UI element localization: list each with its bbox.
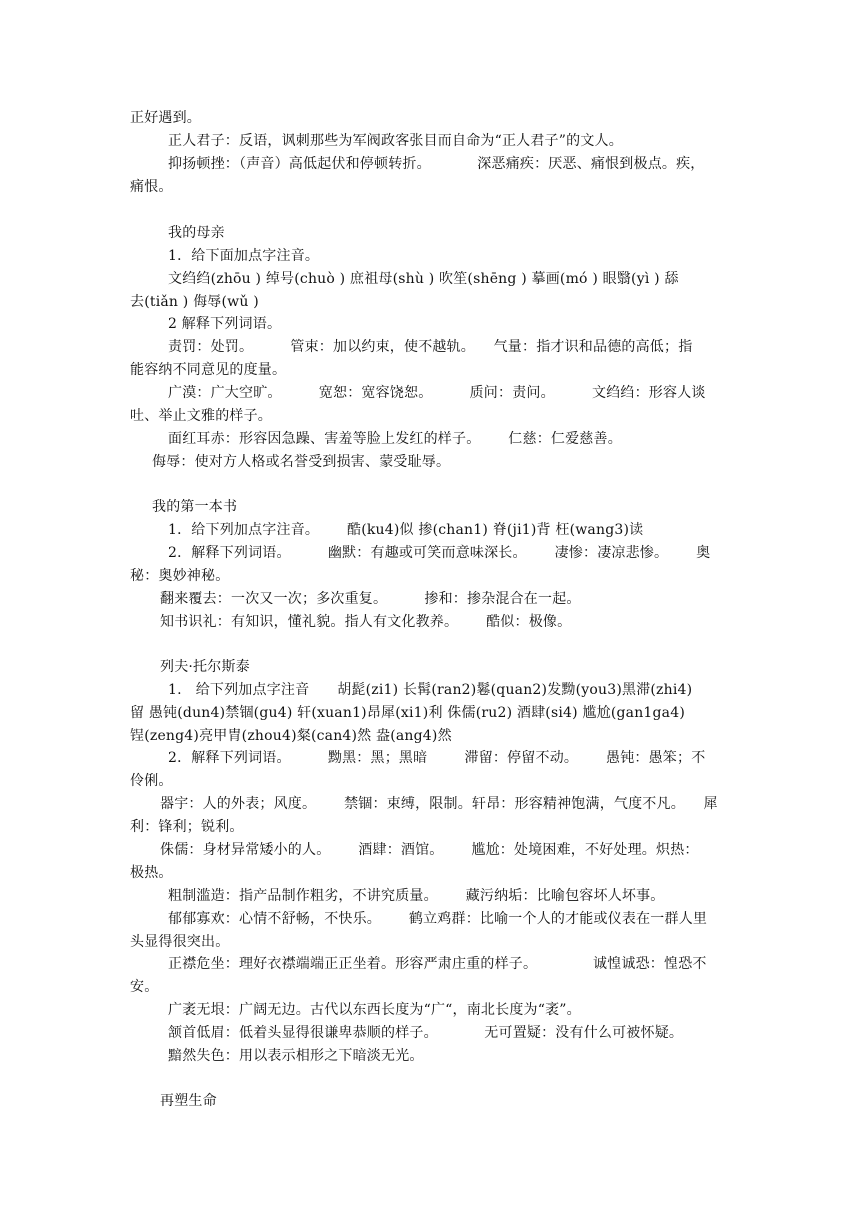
text-line: 伶俐。 xyxy=(130,773,173,789)
text-line: 极热。 xyxy=(130,865,173,881)
text-line: 2．解释下列词语。 幽默：有趣或可笑而意味深长。 凄惨：凄凉悲惨。 奥 xyxy=(168,545,711,561)
text-line: 知书识礼：有知识，懂礼貌。指人有文化教养。 酷似：极像。 xyxy=(160,614,572,630)
text-line: 广袤无垠：广阔无边。古代以东西长度为“广“，南北长度为“袤”。 xyxy=(168,1002,581,1018)
text-line: 翻来覆去：一次又一次；多次重复。 掺和：掺杂混合在一起。 xyxy=(160,591,581,607)
text-line: 黯然失色：用以表示相形之下暗淡无光。 xyxy=(168,1048,424,1064)
text-line: 广漠：广大空旷。 宽恕：宽容饶恕。 质问：责问。 文绉绉：形容人谈 xyxy=(168,385,706,401)
text-line: 安。 xyxy=(130,979,159,995)
text-line: 侮辱：使对方人格或名誉受到损害、蒙受耻辱。 xyxy=(152,454,451,470)
text-line: 1. 给下列加点字注音 胡髭(zi1) 长髯(ran2)鬈(quan2)发黝(you3)黑滞(zhi4) xyxy=(168,682,693,698)
section-heading: 再塑生命 xyxy=(160,1093,217,1109)
text-line: 抑扬顿挫：（声音）高低起伏和停顿转折。 深恶痛疾：厌恶、痛恨到极点。疾， xyxy=(168,156,705,172)
text-line: 头显得很突出。 xyxy=(130,934,230,950)
text-line: 去(tiǎn ) 侮辱(wǔ ) xyxy=(130,294,259,310)
text-line: 痛恨。 xyxy=(130,179,173,195)
text-line: 正好遇到。 xyxy=(130,110,201,126)
text-line: 粗制滥造：指产品制作粗劣，不讲究质量。 藏污纳垢：比喻包容坏人坏事。 xyxy=(168,888,665,904)
text-line: 正襟危坐：理好衣襟端端正正坐着。形容严肃庄重的样子。 诚惶诚恐：惶恐不 xyxy=(168,956,707,972)
text-line: 能容纳不同意见的度量。 xyxy=(130,362,287,378)
text-line: 责罚：处罚。 管束：加以约束，使不越轨。 气量：指才识和品德的高低；指 xyxy=(168,339,693,355)
text-line: 1．给下列加点字注音。 酷(ku4)似 掺(chan1) 脊(ji1)背 枉(wang3)读 xyxy=(168,522,644,538)
section-heading: 列夫·托尔斯泰 xyxy=(160,659,250,675)
text-line: 面红耳赤：形容因急躁、害羞等脸上发红的样子。 仁慈：仁爱慈善。 xyxy=(168,431,622,447)
text-line: 利：锋利；锐利。 xyxy=(130,819,244,835)
text-line: 侏儒：身材异常矮小的人。 酒肆：酒馆。 尴尬：处境困难，不好处理。炽热： xyxy=(160,842,699,858)
text-line: 器宇：人的外表；风度。 禁锢：束缚，限制。轩昂：形容精神饱满，气度不凡。 犀 xyxy=(160,796,718,812)
section-heading: 我的第一本书 xyxy=(152,499,238,515)
text-line: 正人君子：反语，讽刺那些为军阀政客张目而自命为“正人君子”的文人。 xyxy=(168,133,623,149)
text-line: 郁郁寡欢：心情不舒畅，不快乐。 鹤立鸡群：比喻一个人的才能或仪表在一群人里 xyxy=(168,911,708,927)
text-line: 锃(zeng4)亮甲胄(zhou4)粲(can4)然 盎(ang4)然 xyxy=(130,728,452,744)
text-line: 1．给下面加点字注音。 xyxy=(168,248,320,264)
text-line: 颔首低眉：低着头显得很谦卑恭顺的样子。 无可置疑：没有什么可被怀疑。 xyxy=(168,1025,684,1041)
section-heading: 我的母亲 xyxy=(168,225,225,241)
text-line: 2 解释下列词语。 xyxy=(168,316,282,332)
text-line: 留 愚钝(dun4)禁锢(gu4) 轩(xuan1)昂犀(xi1)利 侏儒(ru2) 酒肆(si4) 尴尬(gan1ga4) xyxy=(130,705,686,721)
text-line: 2．解释下列词语。 黝黑：黑；黑暗 滞留：停留不动。 愚钝：愚笨；不 xyxy=(168,750,706,766)
text-line: 秘：奥妙神秘。 xyxy=(130,568,230,584)
text-line: 吐、举止文雅的样子。 xyxy=(130,408,272,424)
text-line: 文绉绉(zhōu ) 绰号(chuò ) 庶祖母(shù ) 吹笙(shēng ) 摹画(mó ) 眼翳(yì ) 舔 xyxy=(168,271,679,287)
